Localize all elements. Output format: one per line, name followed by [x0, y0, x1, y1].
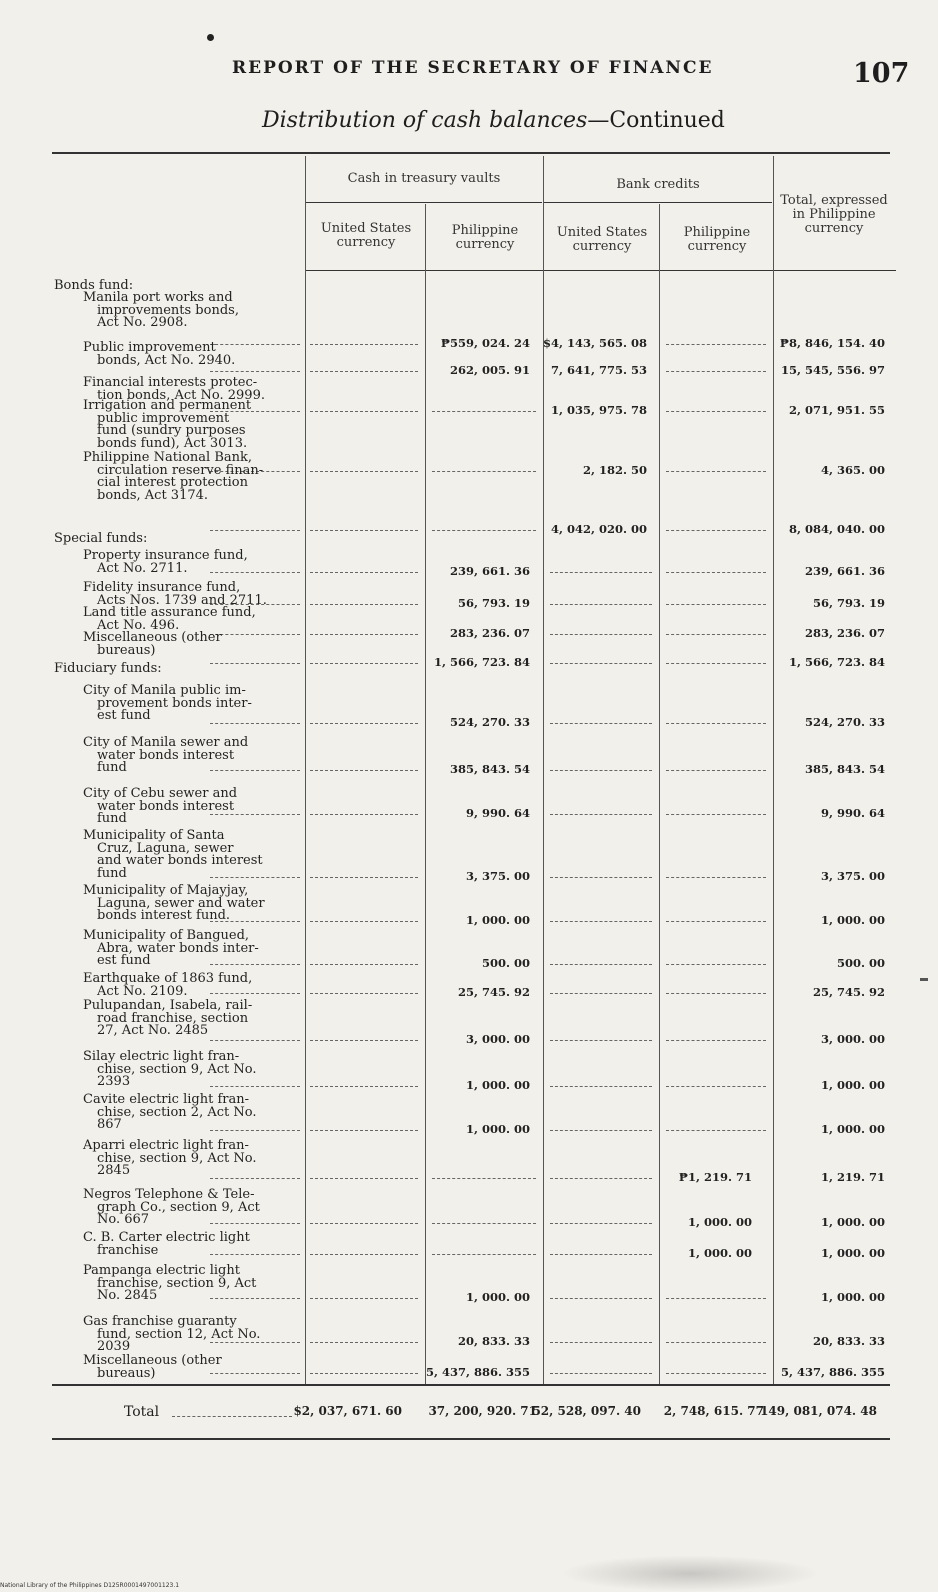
empty-cell-dashes	[666, 921, 766, 922]
cell-total: 8, 084, 040. 00	[788, 522, 885, 536]
fund-label-line: cial interest protection	[97, 475, 249, 490]
empty-cell-dashes	[666, 634, 766, 635]
fund-label-line: Acts Nos. 1739 and 2711.	[97, 592, 267, 608]
fund-label-line: bonds interest fund.	[97, 908, 231, 923]
cell-total: 500. 00	[836, 956, 885, 970]
fund-label-line: chise, section 2, Act No.	[97, 1104, 257, 1120]
empty-cell-dashes	[432, 530, 536, 531]
leader-dots	[210, 770, 300, 771]
leader-dots	[210, 964, 300, 965]
empty-cell-dashes	[432, 411, 536, 412]
cell-bank-ph: ₱1, 219. 71	[678, 1170, 752, 1184]
leader-dots	[210, 371, 300, 372]
cell-vault-ph: 1, 566, 723. 84	[433, 655, 530, 669]
cell-vault-ph: 1, 000. 00	[465, 1290, 530, 1304]
cell-total: ₱8, 846, 154. 40	[779, 336, 885, 350]
empty-cell-dashes	[550, 1373, 652, 1374]
empty-cell-dashes	[310, 371, 418, 372]
empty-cell-dashes	[310, 723, 418, 724]
empty-cell-dashes	[666, 344, 766, 345]
empty-cell-dashes	[666, 663, 766, 664]
fund-label-line: City of Cebu sewer and	[83, 786, 238, 801]
total-vault-us: $2, 037, 671. 60	[293, 1404, 402, 1418]
fund-label-line: 2845	[97, 1163, 131, 1178]
fund-label	[85, 885, 265, 923]
cell-vault-ph: 3, 000. 00	[465, 1032, 530, 1046]
empty-cell-dashes	[666, 1130, 766, 1131]
fund-label-line: Miscellaneous (other	[83, 630, 222, 645]
empty-cell-dashes	[666, 471, 766, 472]
col-divider	[773, 156, 774, 1384]
fund-label-line: provement bonds inter-	[97, 695, 252, 711]
empty-cell-dashes	[550, 1086, 652, 1087]
fund-label	[85, 292, 239, 330]
empty-cell-dashes	[310, 877, 418, 878]
cell-vault-ph: 500. 00	[481, 956, 530, 970]
fund-label	[85, 830, 263, 880]
fund-label-line: fund	[97, 760, 127, 775]
empty-cell-dashes	[666, 993, 766, 994]
bank-group-rule	[544, 202, 772, 203]
empty-cell-dashes	[310, 411, 418, 412]
header-bottom-rule	[306, 270, 896, 271]
fund-label-line: Act No. 2908.	[97, 315, 188, 330]
cell-bank-us: 2, 182. 50	[582, 463, 647, 477]
fund-label-line: 27, Act No. 2485	[97, 1023, 209, 1038]
empty-cell-dashes	[432, 1223, 536, 1224]
empty-cell-dashes	[310, 964, 418, 965]
fund-label-line: City of Manila sewer and	[83, 735, 249, 750]
col-divider	[425, 204, 426, 1384]
scan-shadow	[560, 1555, 820, 1592]
fund-label-line: 2393	[97, 1074, 131, 1089]
fund-label	[85, 737, 248, 775]
cell-bank-us: 7, 641, 775. 53	[550, 363, 647, 377]
vault-group-rule	[306, 202, 542, 203]
empty-cell-dashes	[310, 1086, 418, 1087]
empty-cell-dashes	[550, 634, 652, 635]
fund-label-line: Public improvement	[83, 340, 216, 355]
fund-label-line: bonds fund), Act 3013.	[97, 435, 248, 451]
fund-label	[85, 1140, 256, 1178]
fund-label-line: No. 2845	[97, 1288, 158, 1303]
empty-cell-dashes	[666, 1040, 766, 1041]
leader-dots	[210, 572, 300, 573]
empty-cell-dashes	[666, 814, 766, 815]
fund-label-line: chise, section 9, Act No.	[97, 1150, 257, 1166]
leader-dots	[210, 634, 300, 635]
header-total: Total, expressed in Philippine currency	[780, 193, 888, 236]
total-label: Total	[124, 1404, 160, 1420]
fund-label	[85, 632, 222, 657]
empty-cell-dashes	[310, 814, 418, 815]
fund-label-line: Cruz, Laguna, sewer	[97, 840, 234, 856]
fund-label-line: fund, section 12, Act No.	[97, 1326, 261, 1342]
cell-total: 25, 745. 92	[812, 985, 885, 999]
empty-cell-dashes	[550, 723, 652, 724]
table-title-italic: Distribution of cash balances	[262, 108, 588, 133]
empty-cell-dashes	[310, 572, 418, 573]
fund-label	[85, 1094, 256, 1132]
cell-total: 1, 000. 00	[820, 1122, 885, 1136]
leader-dots	[210, 723, 300, 724]
fund-label	[85, 400, 251, 450]
cell-total: 3, 000. 00	[820, 1032, 885, 1046]
cell-total: 1, 000. 00	[820, 1215, 885, 1229]
header-bank-credits: Bank credits	[616, 177, 700, 192]
empty-cell-dashes	[550, 1130, 652, 1131]
cell-total: 1, 000. 00	[820, 1246, 885, 1260]
fund-label-line: Laguna, sewer and water	[97, 895, 265, 911]
cell-vault-ph: 239, 661. 36	[449, 564, 530, 578]
header-bank-us: United States currency	[556, 225, 648, 254]
fund-label-line: tion bonds, Act No. 2999.	[97, 387, 265, 403]
cell-bank-ph: 1, 000. 00	[687, 1215, 752, 1229]
cell-total: 283, 236. 07	[804, 626, 885, 640]
fund-label-line: road franchise, section	[97, 1010, 249, 1026]
fund-label-line: graph Co., section 9, Act	[97, 1199, 260, 1215]
fund-label-line: est fund	[97, 953, 151, 968]
fund-label	[85, 788, 237, 826]
col-divider	[305, 156, 306, 1384]
empty-cell-dashes	[432, 1254, 536, 1255]
section-heading	[54, 533, 147, 546]
empty-cell-dashes	[432, 1178, 536, 1179]
col-divider	[659, 204, 660, 1384]
cell-total: 56, 793. 19	[812, 596, 885, 610]
fund-label-line: Land title assurance fund,	[83, 605, 256, 620]
fund-label-line: City of Manila public im-	[83, 683, 246, 698]
total-rule	[52, 1384, 890, 1386]
leader-dots	[210, 814, 300, 815]
fund-label-line: improvements bonds,	[97, 302, 239, 318]
cell-total: 2, 071, 951. 55	[788, 403, 885, 417]
empty-cell-dashes	[310, 1254, 418, 1255]
cell-total: 1, 000. 00	[820, 1078, 885, 1092]
empty-cell-dashes	[666, 371, 766, 372]
fund-label-line: Municipality of Bangued,	[83, 928, 250, 943]
empty-cell-dashes	[310, 344, 418, 345]
fund-label-line: fund (sundry purposes	[97, 423, 246, 438]
empty-cell-dashes	[550, 572, 652, 573]
fund-label-line: water bonds interest	[97, 747, 235, 763]
fund-label	[85, 1000, 252, 1038]
cell-vault-ph: ₱559, 024. 24	[440, 336, 530, 350]
cell-vault-ph: 1, 000. 00	[465, 1078, 530, 1092]
fund-label-line: Act No. 2711.	[97, 560, 188, 576]
cell-vault-ph: 524, 270. 33	[449, 715, 530, 729]
empty-cell-dashes	[550, 921, 652, 922]
fund-label-line: 867	[97, 1117, 122, 1132]
empty-cell-dashes	[550, 993, 652, 994]
empty-cell-dashes	[666, 411, 766, 412]
header-bank-ph: Philippine currency	[683, 225, 751, 254]
leader-dots	[210, 530, 300, 531]
fund-label-line: Fiduciary funds:	[54, 661, 162, 676]
fund-label	[85, 930, 259, 968]
leader-dots	[210, 1178, 300, 1179]
fund-label-line: fund	[97, 811, 127, 826]
leader-dots	[210, 877, 300, 878]
empty-cell-dashes	[550, 1040, 652, 1041]
empty-cell-dashes	[666, 572, 766, 573]
fund-label-line: Municipality of Majayjay,	[83, 883, 249, 898]
fund-label-line: franchise	[97, 1242, 159, 1258]
cell-vault-ph: 5, 437, 886. 355	[425, 1365, 530, 1379]
header-vault-ph: Philippine currency	[451, 223, 519, 252]
empty-cell-dashes	[666, 723, 766, 724]
fund-label-line: Abra, water bonds inter-	[97, 940, 259, 956]
cell-bank-us: $4, 143, 565. 08	[542, 336, 647, 350]
empty-cell-dashes	[310, 530, 418, 531]
fund-label	[85, 1316, 260, 1354]
empty-cell-dashes	[666, 877, 766, 878]
fund-label-line: Fidelity insurance fund,	[83, 580, 241, 595]
empty-cell-dashes	[310, 1373, 418, 1374]
cell-vault-ph: 9, 990. 64	[465, 806, 530, 820]
fund-label-line: Special funds:	[54, 531, 148, 546]
empty-cell-dashes	[310, 471, 418, 472]
fund-label	[85, 685, 252, 723]
fund-label-line: Earthquake of 1863 fund,	[83, 971, 253, 986]
empty-cell-dashes	[666, 964, 766, 965]
total-total: 149, 081, 074. 48	[760, 1404, 877, 1418]
empty-cell-dashes	[666, 1298, 766, 1299]
cell-vault-ph: 1, 000. 00	[465, 1122, 530, 1136]
leader-dots	[210, 1086, 300, 1087]
cell-vault-ph: 25, 745. 92	[457, 985, 530, 999]
fund-label	[85, 1051, 256, 1089]
fund-label-line: Miscellaneous (other	[83, 1353, 222, 1368]
fund-label-line: franchise, section 9, Act	[97, 1275, 257, 1291]
empty-cell-dashes	[432, 471, 536, 472]
section-heading	[54, 663, 162, 676]
cell-total: 1, 000. 00	[820, 1290, 885, 1304]
empty-cell-dashes	[310, 1342, 418, 1343]
leader-dots	[172, 1416, 292, 1417]
cell-total: 524, 270. 33	[804, 715, 885, 729]
empty-cell-dashes	[550, 770, 652, 771]
leader-dots	[210, 921, 300, 922]
empty-cell-dashes	[550, 663, 652, 664]
empty-cell-dashes	[550, 814, 652, 815]
empty-cell-dashes	[550, 604, 652, 605]
empty-cell-dashes	[550, 1254, 652, 1255]
empty-cell-dashes	[666, 1086, 766, 1087]
footer-note: National Library of the Philippines D125R0001497001123.1	[0, 1582, 180, 1589]
fund-label-line: fund	[97, 865, 127, 881]
cell-bank-us: 4, 042, 020. 00	[550, 522, 647, 536]
cell-total: 385, 843. 54	[804, 762, 885, 776]
cell-vault-ph: 283, 236. 07	[449, 626, 530, 640]
fund-label-line: No. 667	[97, 1212, 150, 1227]
fund-label-line: C. B. Carter electric light	[83, 1230, 250, 1245]
total-vault-ph: 37, 200, 920. 71	[428, 1404, 537, 1418]
cell-vault-ph: 20, 833. 33	[457, 1334, 530, 1348]
fund-label-line: Philippine National Bank,	[83, 450, 253, 465]
empty-cell-dashes	[310, 604, 418, 605]
cell-vault-ph: 1, 000. 00	[465, 913, 530, 927]
cell-vault-ph: 262, 005. 91	[449, 363, 530, 377]
empty-cell-dashes	[310, 993, 418, 994]
leader-dots	[210, 1223, 300, 1224]
fund-label-line: Gas franchise guaranty	[83, 1314, 237, 1329]
fund-label	[85, 452, 263, 502]
fund-label	[85, 1265, 256, 1303]
header-vault-us: United States currency	[320, 221, 412, 250]
empty-cell-dashes	[666, 530, 766, 531]
fund-label	[85, 1189, 260, 1227]
fund-label-line: bonds, Act 3174.	[97, 487, 209, 503]
fund-label-line: circulation reserve finan-	[97, 462, 264, 478]
fund-label-line: and water bonds interest	[97, 853, 263, 868]
empty-cell-dashes	[310, 770, 418, 771]
ink-dot	[207, 34, 214, 41]
cell-bank-us: 1, 035, 975. 78	[550, 403, 647, 417]
empty-cell-dashes	[666, 770, 766, 771]
empty-cell-dashes	[550, 964, 652, 965]
fund-label-line: Municipality of Santa	[83, 828, 225, 843]
fund-label-line: Silay electric light fran-	[83, 1049, 240, 1064]
header-cash-in-vaults: Cash in treasury vaults	[347, 171, 501, 186]
fund-label-line: bureaus)	[97, 642, 156, 658]
empty-cell-dashes	[550, 1178, 652, 1179]
fund-label-line: 2039	[97, 1339, 131, 1354]
empty-cell-dashes	[550, 1223, 652, 1224]
fund-label-line: Cavite electric light fran-	[83, 1092, 249, 1107]
empty-cell-dashes	[310, 1130, 418, 1131]
empty-cell-dashes	[666, 604, 766, 605]
empty-cell-dashes	[550, 877, 652, 878]
fund-label-line: Manila port works and	[83, 290, 233, 305]
table-title-suffix: —Continued	[587, 108, 725, 133]
total-bank-ph: 2, 748, 615. 77	[663, 1404, 764, 1418]
fund-label-line: Negros Telephone & Tele-	[83, 1187, 255, 1202]
cell-total: 20, 833. 33	[812, 1334, 885, 1348]
fund-label-line: Irrigation and permanent	[83, 398, 252, 413]
total-bank-us: 52, 528, 097. 40	[532, 1404, 641, 1418]
cell-total: 9, 990. 64	[820, 806, 885, 820]
fund-label-line: Aparri electric light fran-	[83, 1138, 249, 1153]
page-number: 107	[853, 58, 910, 89]
cell-vault-ph: 56, 793. 19	[457, 596, 530, 610]
fund-label-line: Act No. 2109.	[97, 983, 188, 999]
cell-bank-ph: 1, 000. 00	[687, 1246, 752, 1260]
cell-total: 239, 661. 36	[804, 564, 885, 578]
fund-label-line: Pampanga electric light	[83, 1263, 240, 1278]
cell-vault-ph: 385, 843. 54	[449, 762, 530, 776]
empty-cell-dashes	[310, 1178, 418, 1179]
cell-total: 4, 365. 00	[820, 463, 885, 477]
cell-vault-ph: 3, 375. 00	[465, 869, 530, 883]
fund-label-line: bureaus)	[97, 1365, 156, 1381]
fund-label-line: bonds, Act No. 2940.	[97, 352, 236, 368]
leader-dots	[210, 993, 300, 994]
leader-dots	[210, 1298, 300, 1299]
empty-cell-dashes	[666, 1373, 766, 1374]
fund-label-line: chise, section 9, Act No.	[97, 1061, 257, 1077]
fund-label-line: public improvement	[97, 410, 230, 426]
fund-label-line: Act No. 496.	[97, 617, 180, 633]
cell-total: 5, 437, 886. 355	[780, 1365, 885, 1379]
ink-mark	[920, 978, 928, 981]
report-header: REPORT OF THE SECRETARY OF FINANCE	[232, 58, 714, 78]
fund-label-line: Bonds fund:	[54, 278, 134, 293]
empty-cell-dashes	[310, 1298, 418, 1299]
cell-total: 1, 566, 723. 84	[788, 655, 885, 669]
cell-total: 3, 375. 00	[820, 869, 885, 883]
empty-cell-dashes	[310, 1223, 418, 1224]
fund-label	[85, 973, 252, 998]
empty-cell-dashes	[550, 1298, 652, 1299]
leader-dots	[210, 1254, 300, 1255]
empty-cell-dashes	[310, 634, 418, 635]
leader-dots	[210, 1373, 300, 1374]
empty-cell-dashes	[310, 663, 418, 664]
cell-total: 1, 219. 71	[820, 1170, 885, 1184]
cell-total: 1, 000. 00	[820, 913, 885, 927]
fund-label	[85, 342, 235, 367]
table-title	[262, 108, 725, 133]
fund-label-line: Financial interests protec-	[83, 375, 258, 390]
table-bottom-rule	[52, 1438, 890, 1440]
leader-dots	[210, 1040, 300, 1041]
table-top-rule	[52, 152, 890, 154]
fund-label	[85, 607, 256, 632]
fund-label-line: water bonds interest	[97, 798, 235, 814]
cell-total: 15, 545, 556. 97	[780, 363, 885, 377]
empty-cell-dashes	[666, 1342, 766, 1343]
empty-cell-dashes	[310, 921, 418, 922]
fund-label-line: Property insurance fund,	[83, 548, 248, 563]
empty-cell-dashes	[550, 1342, 652, 1343]
leader-dots	[210, 1130, 300, 1131]
empty-cell-dashes	[310, 1040, 418, 1041]
leader-dots	[210, 1342, 300, 1343]
fund-label-line: est fund	[97, 708, 151, 723]
fund-label-line: Pulupandan, Isabela, rail-	[83, 998, 253, 1013]
leader-dots	[210, 663, 300, 664]
fund-label	[85, 1355, 222, 1380]
